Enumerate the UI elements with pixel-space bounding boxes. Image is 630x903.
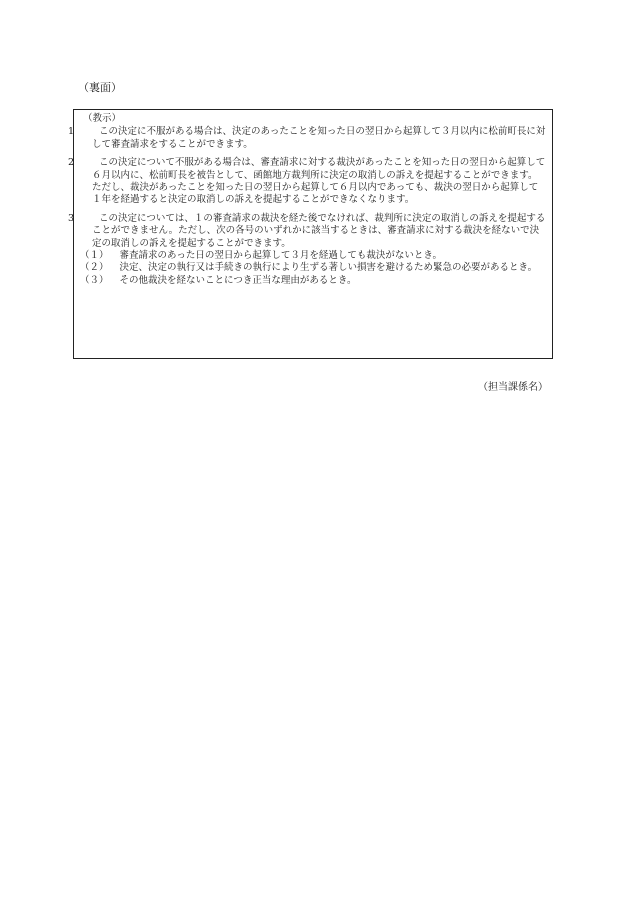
back-side-label: （裏面）: [78, 81, 122, 94]
notice-item-3-paragraph: 3 この決定については、１の審査請求の裁決を経た後でなければ、裁判所に決定の取消しの訴えを提起することができません。ただし、次の各号のいずれかに該当するときは、審査請求に対する裁決を経ないで決定の取消しの訴えを提起することができます。: [68, 212, 546, 249]
notice-subitem-3: [80, 275, 546, 287]
notice-subitem-2-number: （２）: [80, 262, 109, 274]
instruction-notice-box: [68, 109, 553, 359]
notice-item-2-paragraph: 2 この決定について不服がある場合は、審査請求に対する裁決があったことを知った日の翌日から起算して６月以内に、松前町長を被告として、函館地方裁判所に決定の取消しの訴えを提起することができます。ただし、裁決があったことを知った日の翌日から起算して６月以内であっても、裁決の翌日から起算して１年を経過すると決定の取消しの訴えを提起することができなくなります。: [68, 157, 546, 206]
notice-heading: （教示）: [83, 113, 122, 124]
notice-subitem-2: [80, 262, 546, 274]
notice-subitem-3-text: その他裁決を経ないことにつき正当な理由があるとき。: [119, 274, 357, 286]
notice-item-1-text: この決定に不服がある場合は、決定のあったことを知った日の翌日から起算して３月以内に松前町長に対して審査請求をすることができます。: [92, 126, 546, 150]
department-name-label: （担当課係名）: [478, 382, 548, 393]
notice-item-3: [68, 212, 546, 287]
notice-item-1: [68, 126, 546, 151]
notice-item-2: [68, 157, 546, 207]
notice-subitem-1-number: （１）: [80, 250, 109, 262]
notice-item-1-paragraph: 1 この決定に不服がある場合は、決定のあったことを知った日の翌日から起算して３月以内に松前町長に対して審査請求をすることができます。: [68, 126, 546, 150]
notice-subitem-2-text: 決定、決定の執行又は手続きの執行により生ずる著しい損害を避けるため緊急の必要があるとき。: [119, 262, 538, 274]
notice-subitem-3-number: （３）: [80, 274, 109, 286]
notice-subitem-1-text: 審査請求のあった日の翌日から起算して３月を経過しても裁決がないとき。: [119, 250, 443, 262]
notice-item-3-text: この決定については、１の審査請求の裁決を経た後でなければ、裁判所に決定の取消しの訴えを提起することができません。ただし、次の各号のいずれかに該当するときは、審査請求に対する裁決を経ないで決定の取消しの訴えを提起することができます。: [92, 212, 546, 249]
notice-subitem-1: [80, 250, 546, 262]
notice-item-2-text: この決定について不服がある場合は、審査請求に対する裁決があったことを知った日の翌日から起算して６月以内に、松前町長を被告として、函館地方裁判所に決定の取消しの訴えを提起することができます。ただし、裁決があったことを知った日の翌日から起算して６月以内であっても、裁決の翌日から起算して１年を経過すると決定の取消しの訴えを提起することができなくなります。: [92, 157, 546, 206]
